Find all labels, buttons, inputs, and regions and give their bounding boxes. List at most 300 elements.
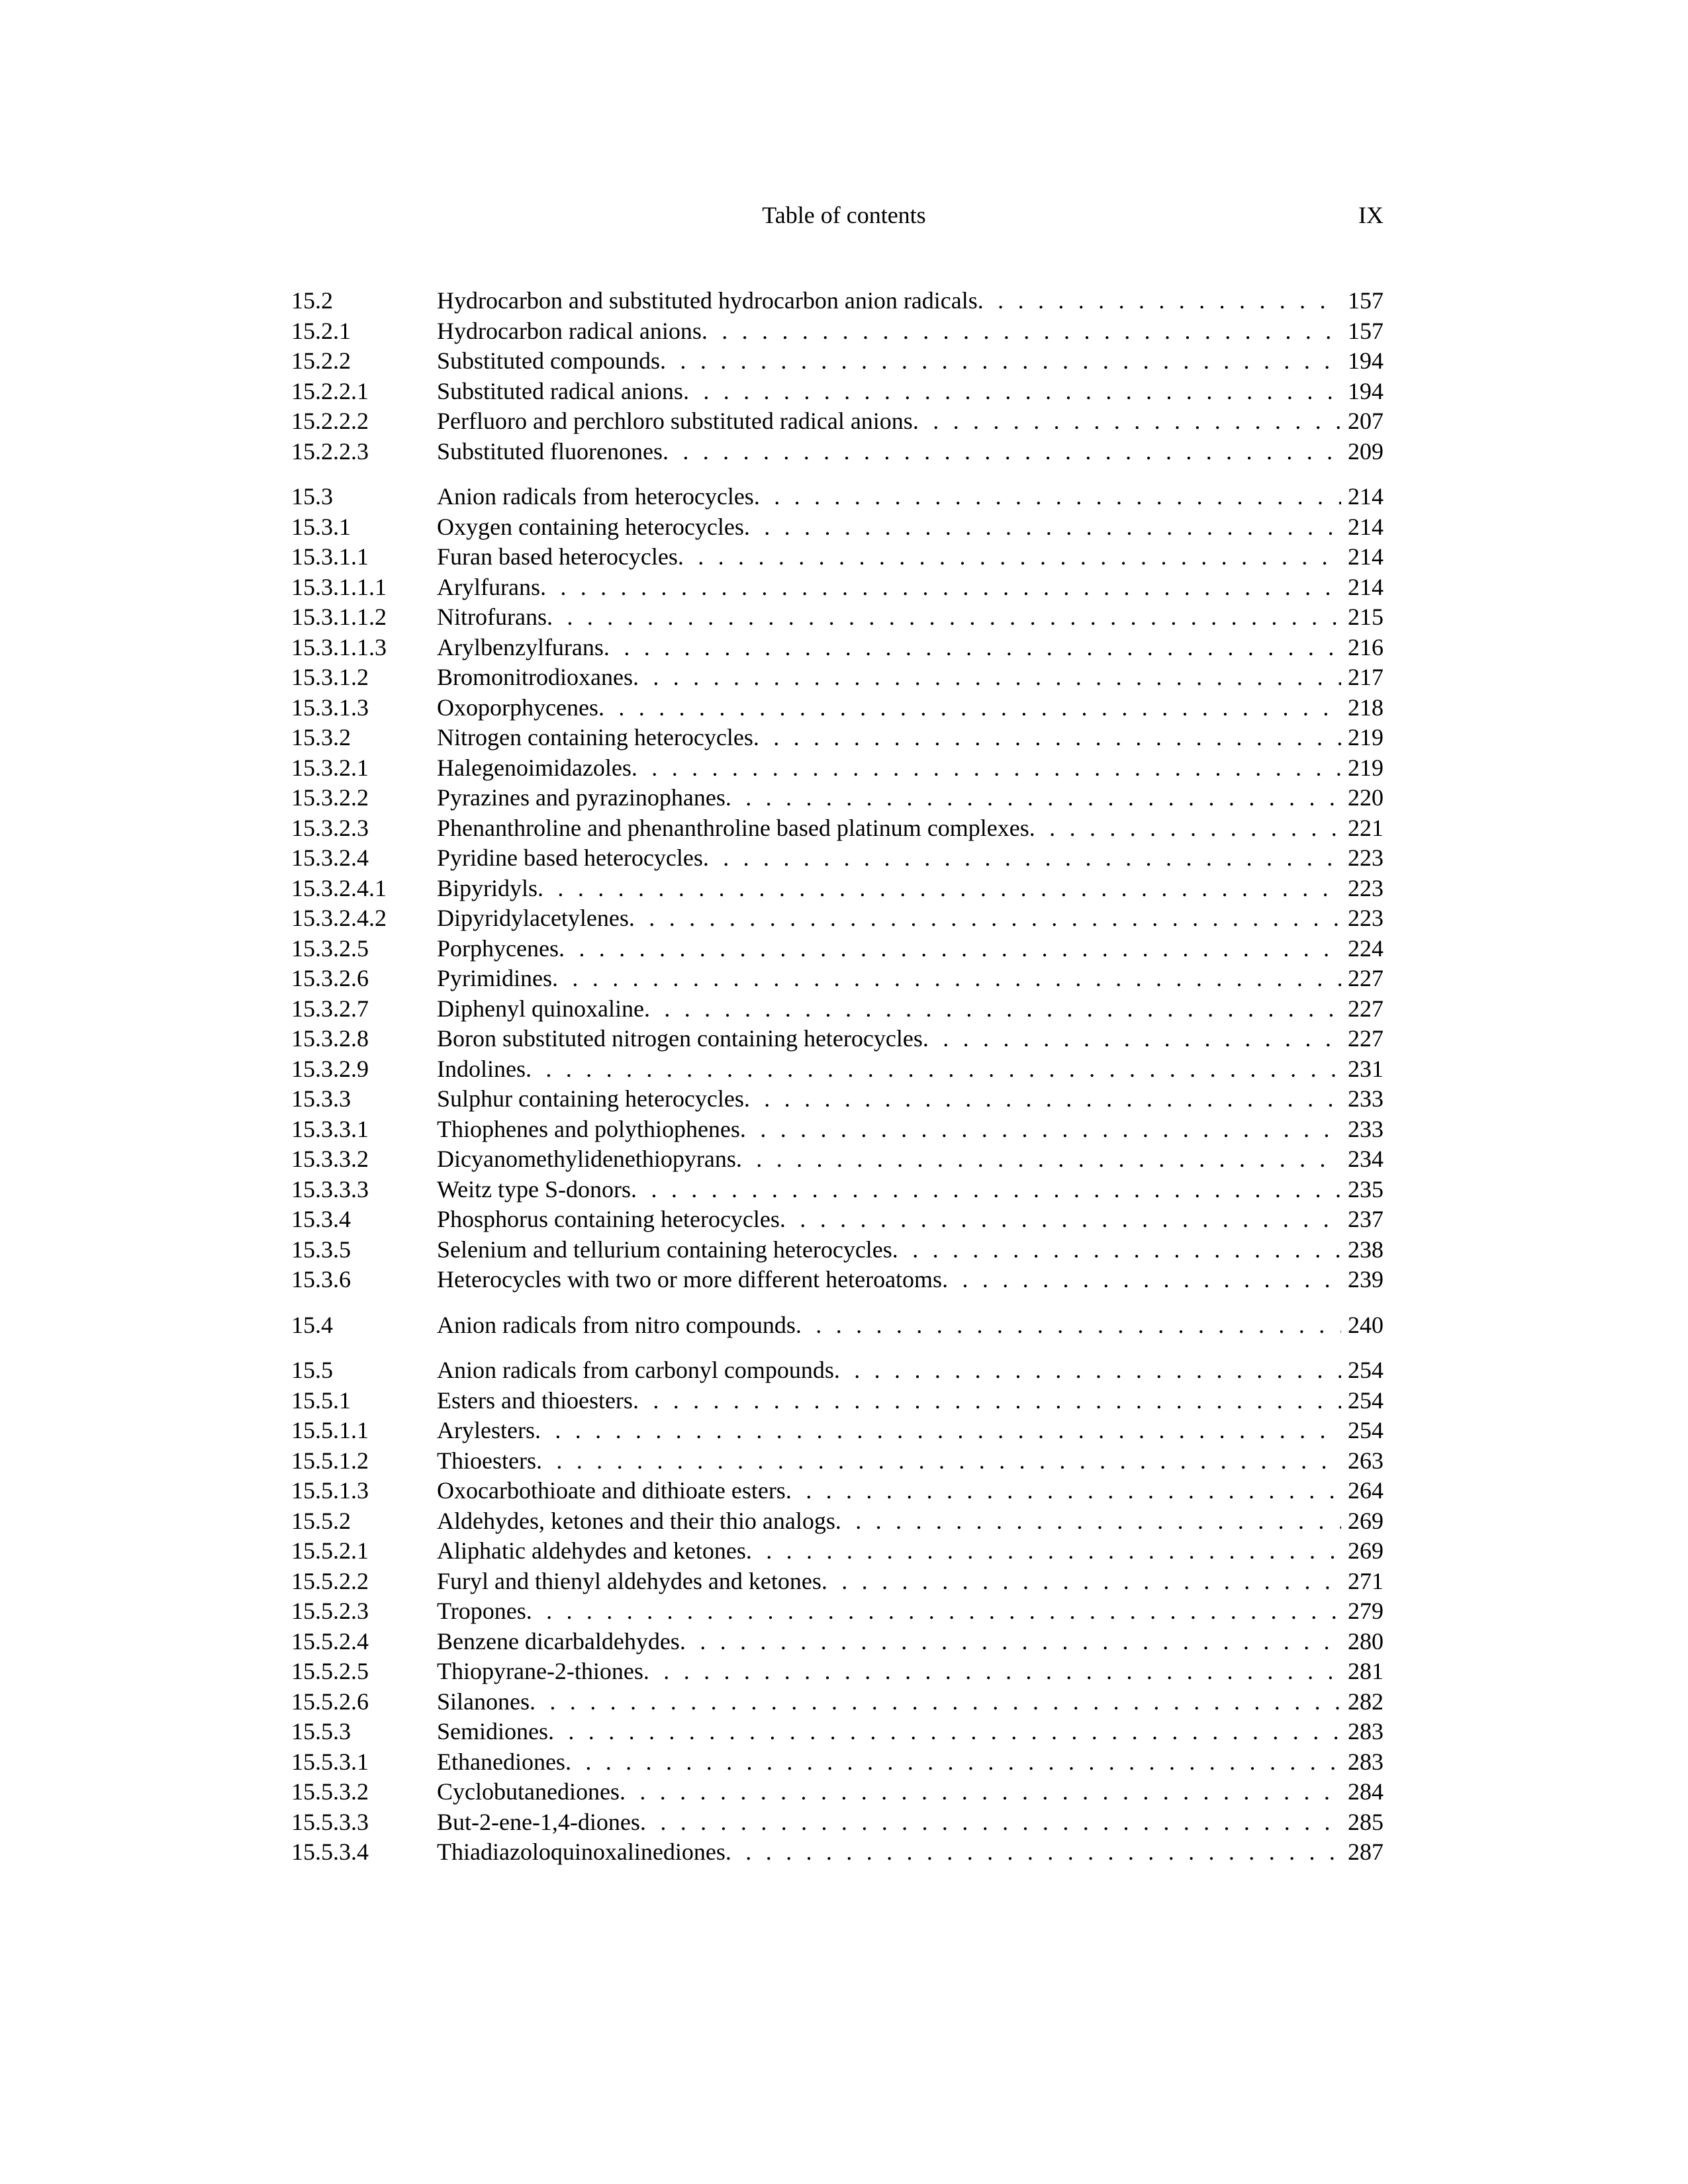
section-number: 15.3.1 [291, 513, 351, 540]
section-title: Furyl and thienyl aldehydes and ketones [437, 1567, 821, 1594]
entry-title-cell [437, 1144, 1341, 1175]
page-ref: 231 [1348, 1055, 1383, 1082]
section-title: Silanones [437, 1688, 530, 1715]
section-title: Tropones [437, 1598, 526, 1624]
page-ref: 240 [1348, 1311, 1383, 1338]
section-title: But-2-ene-1,4-diones [437, 1808, 640, 1835]
dot-leader [744, 512, 1341, 543]
toc-entry[interactable] [291, 1807, 1383, 1838]
entry-title-cell [437, 1355, 1341, 1386]
entry-title-cell [437, 843, 1341, 874]
section-title: Anion radicals from carbonyl compounds [437, 1357, 834, 1383]
toc-entry[interactable] [291, 633, 1383, 663]
running-title: Table of contents [762, 202, 926, 228]
dot-leader [540, 572, 1341, 603]
entry-title-cell [437, 286, 1341, 316]
page-ref: 214 [1348, 543, 1383, 570]
entry-title-cell [437, 1084, 1341, 1115]
page-ref: 216 [1348, 633, 1383, 660]
page-ref: 279 [1348, 1598, 1383, 1624]
dot-leader [702, 316, 1341, 347]
section-number: 15.3.1.1 [291, 543, 369, 570]
dot-leader [530, 1687, 1341, 1717]
dot-leader [753, 723, 1341, 753]
dot-leader [538, 874, 1341, 904]
dot-leader [796, 1310, 1341, 1341]
section-number: 15.3.2.6 [291, 965, 369, 991]
dot-leader [1029, 813, 1341, 844]
dot-leader [631, 1175, 1341, 1205]
section-title: Porphycenes [437, 934, 559, 962]
entry-title-cell [437, 1024, 1341, 1054]
toc-entry[interactable] [291, 1567, 1383, 1597]
toc-entry[interactable] [291, 602, 1383, 633]
section-number: 15.3.2.3 [291, 814, 369, 841]
dot-leader [535, 1416, 1341, 1446]
section-number: 15.5.1 [291, 1387, 351, 1414]
section-title: Heterocycles with two or more different heteroatoms [437, 1266, 943, 1293]
section-title: Indolines [437, 1055, 526, 1082]
entry-title-cell [437, 994, 1341, 1024]
section-number: 15.3.3 [291, 1085, 351, 1112]
section-title: Dicyanomethylidenethiopyrans [437, 1146, 736, 1172]
toc-entry[interactable] [291, 1024, 1383, 1054]
toc-entry[interactable] [291, 1747, 1383, 1778]
entry-title-cell [437, 1115, 1341, 1145]
section-title: Thioesters [437, 1447, 536, 1474]
entry-title-cell [437, 693, 1341, 723]
toc-entry[interactable] [291, 1476, 1383, 1506]
toc-entry[interactable] [291, 346, 1383, 377]
page-ref: 269 [1348, 1507, 1383, 1534]
entry-title-cell [437, 723, 1341, 753]
section-number: 15.3.4 [291, 1206, 351, 1232]
section-number: 15.5.3.4 [291, 1839, 369, 1865]
toc-entry[interactable] [291, 1386, 1383, 1416]
page-ref: 209 [1348, 437, 1383, 465]
toc-entry[interactable] [291, 377, 1383, 407]
dot-leader [923, 1024, 1341, 1054]
page-ref: 220 [1348, 784, 1383, 811]
section-title: Esters and thioesters [437, 1387, 633, 1414]
entry-title-cell [437, 377, 1341, 407]
dot-leader [604, 633, 1341, 663]
page-ref: 254 [1348, 1357, 1383, 1383]
toc-entry[interactable] [291, 542, 1383, 572]
section-title: Cyclobutanediones [437, 1778, 620, 1805]
toc-entry[interactable] [291, 1115, 1383, 1145]
entry-title-cell [437, 1235, 1341, 1265]
section-number: 15.5.3.3 [291, 1808, 369, 1835]
entry-title-cell [437, 346, 1341, 377]
entry-title-cell [437, 1416, 1341, 1446]
section-number: 15.2.2 [291, 347, 351, 374]
dot-leader [633, 662, 1341, 693]
section-number: 15.5.2.4 [291, 1627, 369, 1655]
section-title: Diphenyl quinoxaline [437, 995, 644, 1022]
page-ref: 224 [1348, 934, 1383, 962]
section-number: 15.3 [291, 483, 333, 510]
entry-title-cell [437, 934, 1341, 964]
entry-title-cell [437, 1627, 1341, 1657]
section-number: 15.5.2.2 [291, 1567, 369, 1594]
entry-title-cell [437, 512, 1341, 543]
toc-entry[interactable] [291, 964, 1383, 994]
section-number: 15.5.2.5 [291, 1658, 369, 1684]
page-ref: 214 [1348, 483, 1383, 510]
section-number: 15.5.1.1 [291, 1417, 369, 1443]
page-ref: 233 [1348, 1115, 1383, 1142]
page-ref: 285 [1348, 1808, 1383, 1835]
page-ref: 157 [1348, 287, 1383, 314]
section-title: Selenium and tellurium containing heterocycles [437, 1236, 892, 1263]
section-title: Substituted radical anions [437, 377, 683, 404]
dot-leader [683, 377, 1341, 407]
page-ref: 215 [1348, 604, 1383, 630]
entry-title-cell [437, 783, 1341, 813]
section-title: Pyrazines and pyrazinophanes [437, 784, 726, 811]
entry-title-cell [437, 1054, 1341, 1085]
page-ref: 287 [1348, 1839, 1383, 1865]
page-ref: 214 [1348, 573, 1383, 600]
page-ref: 234 [1348, 1146, 1383, 1172]
section-title: Pyrimidines [437, 965, 553, 991]
section-number: 15.5.3.1 [291, 1748, 369, 1775]
entry-title-cell [437, 813, 1341, 844]
section-number: 15.3.3.3 [291, 1175, 369, 1203]
toc-entry[interactable] [291, 1687, 1383, 1717]
toc-entry[interactable] [291, 1416, 1383, 1446]
table-of-contents [291, 286, 1383, 1883]
page-ref: 217 [1348, 664, 1383, 690]
section-title: Aldehydes, ketones and their thio analogs [437, 1507, 835, 1534]
dot-leader [663, 437, 1341, 467]
toc-entry[interactable] [291, 994, 1383, 1024]
entry-title-cell [437, 1205, 1341, 1235]
dot-leader [680, 1627, 1341, 1657]
section-number: 15.2.1 [291, 317, 351, 344]
section-title: Ethanediones [437, 1748, 565, 1775]
section-number: 15.3.2.2 [291, 784, 369, 811]
toc-entry[interactable] [291, 1084, 1383, 1115]
entry-title-cell [437, 406, 1341, 437]
section-title: Phosphorus containing heterocycles [437, 1206, 780, 1232]
toc-entry[interactable] [291, 406, 1383, 437]
section-number: 15.2 [291, 287, 333, 314]
entry-title-cell [437, 1506, 1341, 1537]
toc-entry[interactable] [291, 1506, 1383, 1537]
toc-entry[interactable] [291, 286, 1383, 316]
toc-entry[interactable] [291, 1235, 1383, 1265]
page-ref: 237 [1348, 1206, 1383, 1232]
section-title: Weitz type S-donors [437, 1175, 632, 1203]
section-number: 15.5 [291, 1357, 333, 1383]
dot-leader [913, 406, 1341, 437]
page-ref: 219 [1348, 724, 1383, 751]
toc-entry[interactable] [291, 874, 1383, 904]
entry-title-cell [437, 482, 1341, 512]
toc-entry[interactable] [291, 1054, 1383, 1085]
section-title: Perfluoro and perchloro substituted radical anions [437, 408, 913, 434]
section-number: 15.5.2.1 [291, 1537, 369, 1564]
page-ref: 218 [1348, 694, 1383, 721]
dot-leader [746, 1536, 1341, 1567]
section-title: Thiadiazoloquinoxalinediones [437, 1839, 726, 1865]
page-ref: 264 [1348, 1477, 1383, 1504]
dot-leader [536, 1446, 1341, 1477]
entry-title-cell [437, 1310, 1341, 1341]
entry-title-cell [437, 1747, 1341, 1778]
toc-entry[interactable] [291, 813, 1383, 844]
section-title: Thiopyrane-2-thiones [437, 1658, 643, 1684]
entry-title-cell [437, 1476, 1341, 1506]
toc-entry[interactable] [291, 1205, 1383, 1235]
page-ref: 227 [1348, 995, 1383, 1022]
toc-entry[interactable] [291, 1144, 1383, 1175]
toc-group [291, 1310, 1383, 1341]
dot-leader [640, 1807, 1341, 1838]
section-title: Oxoporphycenes [437, 694, 598, 721]
toc-entry[interactable] [291, 1627, 1383, 1657]
toc-entry[interactable] [291, 316, 1383, 347]
section-number: 15.3.2.7 [291, 995, 369, 1022]
entry-title-cell [437, 874, 1341, 904]
section-number: 15.3.5 [291, 1236, 351, 1263]
section-number: 15.2.2.3 [291, 437, 369, 465]
dot-leader [726, 1837, 1341, 1868]
section-number: 15.5.2 [291, 1507, 351, 1534]
toc-entry[interactable] [291, 693, 1383, 723]
entry-title-cell [437, 1687, 1341, 1717]
page-ref: 233 [1348, 1085, 1383, 1112]
dot-leader [632, 753, 1341, 784]
dot-leader [644, 994, 1341, 1024]
section-number: 15.3.6 [291, 1266, 351, 1293]
dot-leader [835, 1506, 1341, 1537]
toc-entry[interactable] [291, 1310, 1383, 1341]
dot-leader [726, 783, 1341, 813]
section-title: Halegenoimidazoles [437, 754, 632, 781]
dot-leader [736, 1144, 1341, 1175]
section-number: 15.3.3.2 [291, 1146, 369, 1172]
page-ref: 239 [1348, 1266, 1383, 1293]
page-ref: 207 [1348, 408, 1383, 434]
dot-leader [678, 542, 1341, 572]
section-title: Substituted fluorenones [437, 437, 663, 465]
toc-entry[interactable] [291, 723, 1383, 753]
section-number: 15.5.1.2 [291, 1447, 369, 1474]
section-title: Aliphatic aldehydes and ketones [437, 1537, 746, 1564]
section-title: Oxygen containing heterocycles [437, 513, 744, 540]
dot-leader [703, 843, 1341, 874]
toc-entry[interactable] [291, 1175, 1383, 1205]
section-title: Phenanthroline and phenanthroline based platinum complexes [437, 814, 1029, 841]
dot-leader [978, 286, 1341, 316]
toc-entry[interactable] [291, 1837, 1383, 1868]
entry-title-cell [437, 1657, 1341, 1687]
toc-entry[interactable] [291, 934, 1383, 964]
dot-leader [559, 934, 1341, 964]
section-title: Benzene dicarbaldehydes [437, 1627, 680, 1655]
page-ref: 223 [1348, 844, 1383, 871]
section-number: 15.2.2.1 [291, 377, 369, 404]
toc-entry[interactable] [291, 783, 1383, 813]
section-number: 15.3.1.1.3 [291, 633, 387, 660]
section-number: 15.3.2 [291, 724, 351, 751]
dot-leader [942, 1265, 1341, 1295]
page-ref: 271 [1348, 1567, 1383, 1594]
dot-leader [548, 1717, 1341, 1747]
page-ref: 219 [1348, 754, 1383, 781]
entry-title-cell [437, 1265, 1341, 1295]
dot-leader [744, 1084, 1341, 1115]
dot-leader [552, 964, 1341, 994]
page-ref: 157 [1348, 317, 1383, 344]
toc-entry[interactable] [291, 437, 1383, 467]
dot-leader [643, 1657, 1341, 1687]
section-title: Anion radicals from nitro compounds [437, 1311, 796, 1338]
section-title: Bromonitrodioxanes [437, 664, 633, 690]
page-ref: 227 [1348, 1025, 1383, 1052]
page-ref: 223 [1348, 874, 1383, 901]
toc-group [291, 286, 1383, 467]
dot-leader [565, 1747, 1341, 1778]
entry-title-cell [437, 964, 1341, 994]
section-title: Thiophenes and polythiophenes [437, 1115, 740, 1142]
page-ref: 269 [1348, 1537, 1383, 1564]
entry-title-cell [437, 1567, 1341, 1597]
page-ref: 281 [1348, 1658, 1383, 1684]
section-number: 15.3.2.4.1 [291, 874, 387, 901]
entry-title-cell [437, 1386, 1341, 1416]
dot-leader [598, 693, 1341, 723]
section-title: Semidiones [437, 1718, 548, 1745]
page-ref: 254 [1348, 1387, 1383, 1414]
toc-entry[interactable] [291, 753, 1383, 784]
section-title: Arylesters [437, 1417, 535, 1443]
section-number: 15.3.1.3 [291, 694, 369, 721]
entry-title-cell [437, 1536, 1341, 1567]
section-title: Oxocarbothioate and dithioate esters [437, 1477, 786, 1504]
toc-entry[interactable] [291, 1777, 1383, 1807]
entry-title-cell [437, 1777, 1341, 1807]
page-ref: 194 [1348, 347, 1383, 374]
entry-title-cell [437, 437, 1341, 467]
entry-title-cell [437, 903, 1341, 934]
entry-title-cell [437, 542, 1341, 572]
toc-entry[interactable] [291, 1536, 1383, 1567]
toc-entry[interactable] [291, 1265, 1383, 1295]
dot-leader [892, 1235, 1341, 1265]
dot-leader [526, 1596, 1341, 1627]
dot-leader [786, 1476, 1341, 1506]
entry-title-cell [437, 316, 1341, 347]
section-title: Furan based heterocycles [437, 543, 678, 570]
section-title: Boron substituted nitrogen containing heterocycles [437, 1025, 923, 1052]
dot-leader [660, 346, 1341, 377]
entry-title-cell [437, 633, 1341, 663]
section-number: 15.3.2.5 [291, 934, 369, 962]
page-ref: 214 [1348, 513, 1383, 540]
page-ref: 284 [1348, 1778, 1383, 1805]
toc-entry[interactable] [291, 1355, 1383, 1386]
page-ref: 235 [1348, 1175, 1383, 1203]
entry-title-cell [437, 1175, 1341, 1205]
entry-title-cell [437, 1717, 1341, 1747]
section-number: 15.5.3 [291, 1718, 351, 1745]
section-number: 15.5.3.2 [291, 1778, 369, 1805]
toc-entry[interactable] [291, 843, 1383, 874]
section-number: 15.3.3.1 [291, 1115, 369, 1142]
section-number: 15.3.2.8 [291, 1025, 369, 1052]
page-ref: 238 [1348, 1236, 1383, 1263]
entry-title-cell [437, 1837, 1341, 1868]
section-number: 15.4 [291, 1311, 333, 1338]
dot-leader [754, 482, 1341, 512]
page-ref: 283 [1348, 1718, 1383, 1745]
section-number: 15.3.2.1 [291, 754, 369, 781]
toc-entry[interactable] [291, 1717, 1383, 1747]
entry-title-cell [437, 662, 1341, 693]
toc-entry[interactable] [291, 903, 1383, 934]
page-number: IX [1358, 202, 1383, 228]
toc-entry[interactable] [291, 662, 1383, 693]
dot-leader [740, 1115, 1341, 1145]
page-ref: 194 [1348, 377, 1383, 404]
section-number: 15.3.1.1.2 [291, 604, 387, 630]
section-title: Arylfurans [437, 573, 540, 600]
entry-title-cell [437, 753, 1341, 784]
section-title: Nitrofurans [437, 604, 547, 630]
section-title: Sulphur containing heterocycles [437, 1085, 744, 1112]
section-title: Hydrocarbon radical anions [437, 317, 702, 344]
dot-leader [633, 1386, 1341, 1416]
entry-title-cell [437, 1446, 1341, 1477]
section-number: 15.5.1.3 [291, 1477, 369, 1504]
section-title: Nitrogen containing heterocycles [437, 724, 753, 751]
toc-group [291, 1355, 1383, 1868]
dot-leader [834, 1355, 1341, 1386]
section-title: Bipyridyls [437, 874, 538, 901]
section-title: Anion radicals from heterocycles [437, 483, 754, 510]
page-ref: 223 [1348, 905, 1383, 931]
section-number: 15.5.2.3 [291, 1598, 369, 1624]
entry-title-cell [437, 1596, 1341, 1627]
entry-title-cell [437, 602, 1341, 633]
dot-leader [547, 602, 1341, 633]
toc-entry[interactable] [291, 512, 1383, 543]
dot-leader [780, 1205, 1341, 1235]
page-ref: 221 [1348, 814, 1383, 841]
toc-entry[interactable] [291, 572, 1383, 603]
page-ref: 280 [1348, 1627, 1383, 1655]
section-number: 15.5.2.6 [291, 1688, 369, 1715]
toc-entry[interactable] [291, 482, 1383, 512]
toc-entry[interactable] [291, 1596, 1383, 1627]
dot-leader [821, 1567, 1341, 1597]
section-number: 15.3.2.4.2 [291, 905, 387, 931]
section-title: Pyridine based heterocycles [437, 844, 703, 871]
section-number: 15.3.2.4 [291, 844, 369, 871]
section-title: Dipyridylacetylenes [437, 905, 629, 931]
section-title: Arylbenzylfurans [437, 633, 604, 660]
page-header [0, 201, 1688, 241]
toc-entry[interactable] [291, 1446, 1383, 1477]
page-ref: 282 [1348, 1688, 1383, 1715]
section-title: Substituted compounds [437, 347, 661, 374]
toc-entry[interactable] [291, 1657, 1383, 1687]
section-number: 15.2.2.2 [291, 408, 369, 434]
